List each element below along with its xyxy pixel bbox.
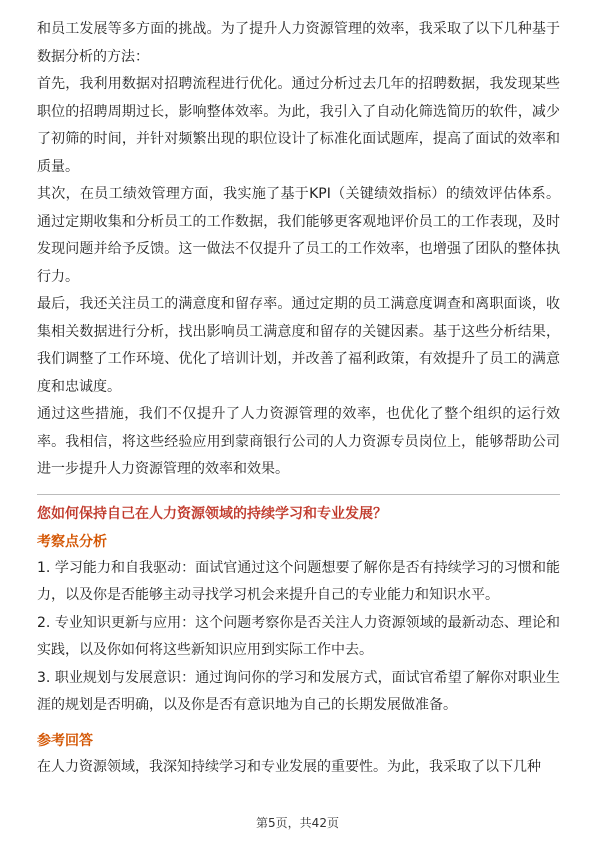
paragraph-performance: 其次，在员工绩效管理方面，我实施了基于KPI（关键绩效指标）的绩效评估体系。通过定期收集和分析员工的工作数据，我们能够更客观地评价员工的工作表现，及时发现问题并给予反馈。这一做法不仅提升了员工的工作效率，也增强了团队的整体执行力。	[37, 186, 560, 285]
answer-heading: 参考回答	[37, 732, 93, 749]
paragraph-conclusion: 通过这些措施，我们不仅提升了人力资源管理的效率，也优化了整个组织的运行效率。我相信，将这些经验应用到蒙商银行公司的人力资源专员岗位上，能够帮助公司进一步提升人力资源管理的效率和效果。	[37, 406, 560, 477]
page-number-footer: 第5页，共42页	[256, 816, 339, 830]
paragraph-intro: 和员工发展等多方面的挑战。为了提升人力资源管理的效率，我采取了以下几种基于数据分析的方法：	[37, 21, 560, 65]
analysis-item: 2. 专业知识更新与应用：这个问题考察你是否关注人力资源领域的最新动态、理论和实践，以及你如何将这些新知识应用到实际工作中去。	[37, 614, 560, 658]
question-heading: 您如何保持自己在人力资源领域的持续学习和专业发展？	[37, 505, 387, 522]
answer-paragraph: 在人力资源领域，我深知持续学习和专业发展的重要性。为此，我采取了以下几种	[37, 758, 541, 775]
document-page	[37, 16, 560, 781]
paragraph-satisfaction: 最后，我还关注员工的满意度和留存率。通过定期的员工满意度调查和离职面谈，收集相关数据进行分析，找出影响员工满意度和留存的关键因素。基于这些分析结果，我们调整了工作环境、优化了培训计划，并改善了福利政策，有效提升了员工的满意度和忠诚度。	[37, 296, 560, 395]
analysis-item: 1. 学习能力和自我驱动：面试官通过这个问题想要了解你是否有持续学习的习惯和能力，以及你是否能够主动寻找学习机会来提升自己的专业能力和知识水平。	[37, 559, 560, 603]
section-divider	[37, 494, 560, 495]
analysis-item: 3. 职业规划与发展意识：通过询问你的学习和发展方式，面试官希望了解你对职业生涯的规划是否明确，以及你是否有意识地为自己的长期发展做准备。	[37, 669, 560, 713]
analysis-heading: 考察点分析	[37, 533, 107, 550]
paragraph-recruitment: 首先，我利用数据对招聘流程进行优化。通过分析过去几年的招聘数据，我发现某些职位的招聘周期过长，影响整体效率。为此，我引入了自动化筛选简历的软件，减少了初筛的时间，并针对频繁出现的职位设计了标准化面试题库，提高了面试的效率和质量。	[37, 76, 560, 175]
